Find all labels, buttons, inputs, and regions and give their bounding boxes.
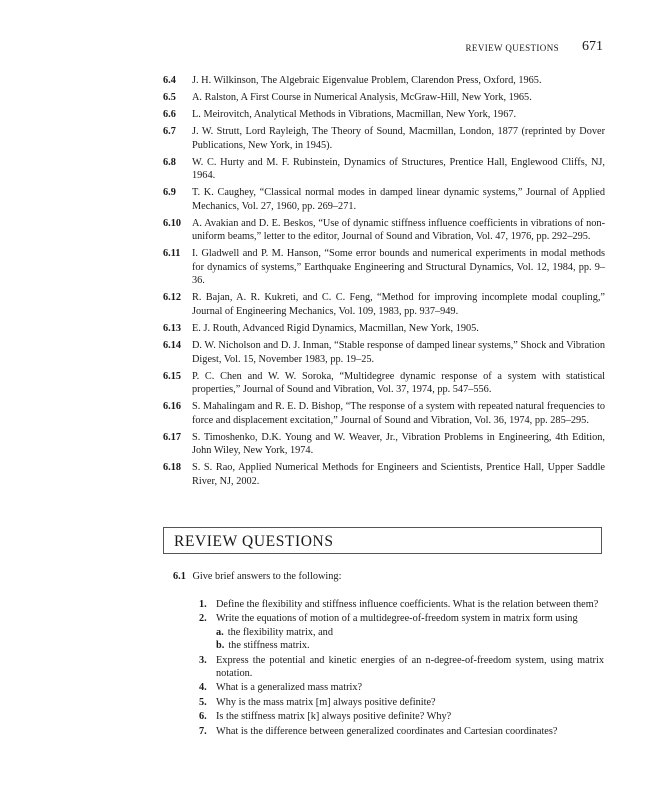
- reference-text: T. K. Caughey, “Classical normal modes in damped linear dynamic systems,” Journal of Applied Mechanics, Vol. 27, 1960, pp. 269–271.: [192, 187, 605, 212]
- option-label: a.: [216, 626, 224, 638]
- reference-item: [163, 74, 605, 88]
- reference-item: [163, 91, 605, 105]
- reference-number: 6.12: [163, 292, 182, 304]
- reference-text: J. H. Wilkinson, The Algebraic Eigenvalue Problem, Clarendon Press, Oxford, 1965.: [192, 75, 542, 86]
- reference-number: 6.4: [163, 75, 176, 86]
- reference-item: [163, 322, 605, 336]
- reference-item: [163, 156, 605, 183]
- reference-text: R. Bajan, A. R. Kukreti, and C. C. Feng, “Method for improving incomplete modal coupling,” Journal of Engineering Mechanics, Vol. 109, 1983, pp. 937–949.: [192, 292, 605, 318]
- reference-item: [163, 125, 605, 152]
- reference-text: L. Meirovitch, Analytical Methods in Vibrations, Macmillan, New York, 1967.: [192, 108, 517, 120]
- reference-text: W. C. Hurty and M. F. Rubinstein, Dynamics of Structures, Prentice Hall, Englewood Cliffs, NJ, 1964.: [192, 156, 605, 182]
- question-6-1: [173, 571, 605, 582]
- reference-number: 6.15: [163, 370, 182, 382]
- sub-question: [199, 725, 604, 738]
- reference-number: 6.5: [163, 91, 176, 103]
- sub-question-text: Why is the mass matrix [m] always positive definite?: [216, 696, 436, 708]
- option-text: the flexibility matrix, and: [227, 626, 333, 638]
- reference-item: [163, 217, 605, 244]
- sub-question-text: Write the equations of motion of a multidegree-of-freedom system in matrix form using: [216, 613, 578, 625]
- running-head: [163, 40, 605, 56]
- reference-number: 6.18: [163, 462, 182, 474]
- reference-text: S. Mahalingam and R. E. D. Bishop, “The response of a system with repeated natural frequencies to force and displacement excitation,” Journal of Sound and Vibration, Vol. 36, 1974, pp. 285–295.: [192, 401, 605, 426]
- sub-question-number: 4.: [199, 682, 207, 694]
- sub-question-list: [199, 598, 604, 739]
- sub-question-text: Is the stiffness matrix [k] always positive definite? Why?: [216, 711, 452, 723]
- reference-number: 6.14: [163, 340, 182, 351]
- sub-question: [199, 696, 604, 709]
- reference-number: 6.16: [163, 401, 182, 413]
- reference-text: S. Timoshenko, D.K. Young and W. Weaver, Jr., Vibration Problems in Engineering, 4th Edition, John Wiley, New York, 1974.: [192, 431, 605, 457]
- option-label: b.: [216, 640, 225, 652]
- reference-text: D. W. Nicholson and D. J. Inman, “Stable response of damped linear systems,” Shock and Vibration Digest, Vol. 15, November 1983, pp. 19–25.: [192, 340, 605, 365]
- section-heading: REVIEW QUESTIONS: [174, 533, 334, 550]
- reference-number: 6.7: [163, 125, 176, 137]
- reference-text: I. Gladwell and P. M. Hanson, “Some error bounds and numerical experiments in modal methods for dynamics of systems,” Earthquake Engineering and Structural Dynamics, Vol. 12, 1984, pp. 9–36.: [192, 248, 605, 287]
- reference-item: [163, 431, 605, 458]
- sub-question-number: 6.: [199, 711, 207, 723]
- sub-question: [199, 598, 604, 611]
- reference-item: [163, 339, 605, 366]
- sub-question-text: Express the potential and kinetic energies of an n-degree-of-freedom system, using matrix notation.: [216, 654, 604, 679]
- option-a: [216, 626, 604, 639]
- reference-number: 6.10: [163, 217, 182, 229]
- question-number: 6.1: [173, 571, 186, 582]
- reference-item: [163, 400, 605, 427]
- sub-question: [199, 681, 604, 694]
- option-text: the stiffness matrix.: [228, 640, 310, 652]
- reference-text: A. Avakian and D. E. Beskos, “Use of dynamic stiffness influence coefficients in vibrations of non-uniform beams,” letter to the editor, Journal of Sound and Vibration, Vol. 47, 1976, pp. 292–295.: [192, 217, 605, 243]
- reference-number: 6.17: [163, 431, 182, 443]
- running-head-title: REVIEW QUESTIONS: [465, 43, 559, 53]
- reference-item: [163, 247, 605, 288]
- reference-number: 6.9: [163, 187, 176, 199]
- reference-number: 6.8: [163, 156, 176, 168]
- sub-question-text: What is the difference between generalized coordinates and Cartesian coordinates?: [216, 725, 558, 737]
- sub-question-text: What is a generalized mass matrix?: [216, 682, 363, 694]
- sub-question-number: 1.: [199, 599, 207, 610]
- reference-list: [163, 74, 605, 492]
- reference-item: [163, 186, 605, 213]
- sub-question-number: 5.: [199, 696, 207, 708]
- sub-question-number: 7.: [199, 725, 207, 737]
- reference-text: A. Ralston, A First Course in Numerical Analysis, McGraw-Hill, New York, 1965.: [192, 91, 532, 103]
- option-b: [216, 639, 604, 652]
- reference-item: [163, 461, 605, 488]
- reference-text: J. W. Strutt, Lord Rayleigh, The Theory of Sound, Macmillan, London, 1877 (reprinted by Dover Publications, New York, in 1945).: [192, 125, 605, 151]
- reference-text: P. C. Chen and W. W. Soroka, “Multidegree dynamic response of a system with statistical properties,” Journal of Sound and Vibration, Vol. 37, 1974, pp. 547–556.: [192, 370, 605, 396]
- sub-question-number: 3.: [199, 654, 207, 666]
- reference-text: E. J. Routh, Advanced Rigid Dynamics, Macmillan, New York, 1905.: [192, 323, 479, 335]
- reference-item: [163, 370, 605, 397]
- sub-question-number: 2.: [199, 613, 207, 625]
- reference-text: S. S. Rao, Applied Numerical Methods for Engineers and Scientists, Prentice Hall, Upper Saddle River, NJ, 2002.: [192, 462, 605, 487]
- reference-number: 6.11: [163, 248, 181, 260]
- sub-question: [199, 710, 604, 723]
- sub-question-text: Define the flexibility and stiffness influence coefficients. What is the relation between them?: [216, 599, 599, 610]
- reference-item: [163, 108, 605, 122]
- review-questions-heading-box: [163, 527, 602, 554]
- page-number: 671: [582, 39, 603, 54]
- reference-number: 6.13: [163, 323, 182, 335]
- question-text: Give brief answers to the following:: [192, 571, 342, 582]
- sub-question: [199, 654, 604, 681]
- reference-number: 6.6: [163, 108, 176, 120]
- sub-question: [199, 612, 604, 652]
- reference-item: [163, 291, 605, 318]
